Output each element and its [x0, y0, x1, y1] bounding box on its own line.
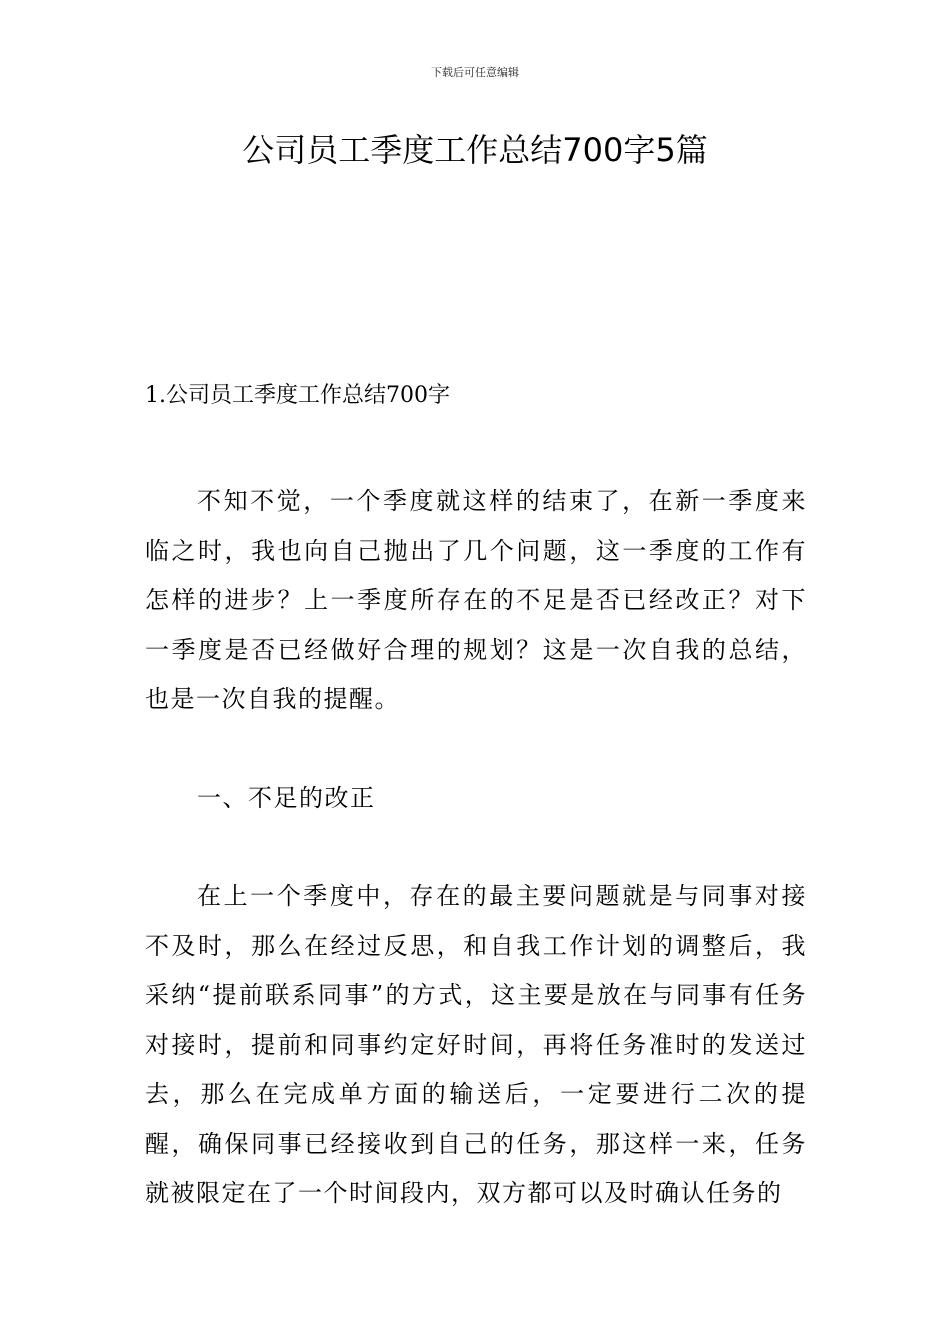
section-heading: 1.公司员工季度工作总结700字: [145, 383, 450, 408]
document-title: 公司员工季度工作总结700字5篇: [242, 131, 708, 169]
header-note: 下载后可任意编辑: [431, 66, 519, 79]
paragraph-correction-detail: 在上一个季度中，存在的最主要问题就是与同事对接不及时，那么在经过反思，和自我工作计划的调整后，我采纳“提前联系同事”的方式，这主要是放在与同事有任务对接时，提前和同事约定好时间，再将任务准时的发送过去，那么在完成单方面的输送后，一定要进行二次的提醒，确保同事已经接收到自己的任务，那这样一来，任务就被限定在了一个时间段内，双方都可以及时确认任务的: [145, 882, 807, 1207]
subheading-deficiency-correction: 一、不足的改正: [197, 784, 376, 812]
paragraph-intro: 不知不觉，一个季度就这样的结束了，在新一季度来临之时，我也向自己抛出了几个问题，这一季度的工作有怎样的进步？上一季度所存在的不足是否已经改正？对下一季度是否已经做好合理的规划？这是一次自我的总结，也是一次自我的提醒。: [145, 487, 807, 713]
